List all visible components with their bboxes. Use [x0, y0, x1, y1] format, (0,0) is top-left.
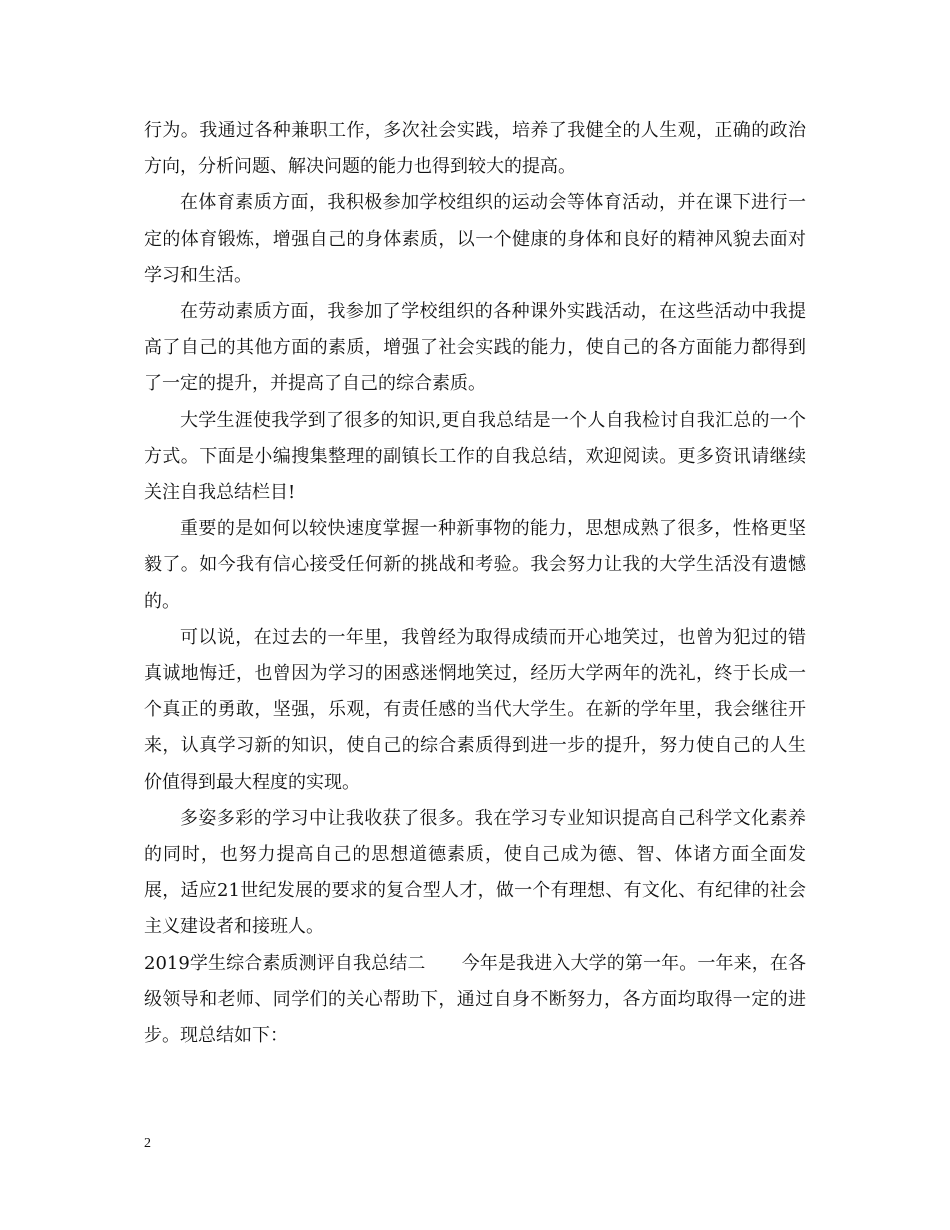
paragraph: 在劳动素质方面，我参加了学校组织的各种课外实践活动，在这些活动中我提高了自己的其他方面的素质，增强了社会实践的能力，使自己的各方面能力都得到了一定的提升，并提高了自己的综合素质。: [144, 301, 806, 395]
paragraph: 行为。我通过各种兼职工作，多次社会实践，培养了我健全的人生观，正确的政治方向，分析问题、解决问题的能力也得到较大的提高。: [144, 120, 806, 178]
paragraph: 可以说，在过去的一年里，我曾经为取得成绩而开心地笑过，也曾为犯过的错真诚地悔迁，也曾因为学习的困惑迷惘地笑过，经历大学两年的洗礼，终于长成一个真正的勇敢，坚强，乐观，有责任感的当代大学生。在新的学年里，我会继往开来，认真学习新的知识，使自己的综合素质得到进一步的提升，努力使自己的人生价值得到最大程度的实现。: [144, 626, 806, 793]
document-body: [144, 113, 806, 1054]
paragraph: 重要的是如何以较快速度掌握一种新事物的能力，思想成熟了很多，性格更坚毅了。如今我有信心接受任何新的挑战和考验。我会努力让我的大学生活没有遗憾的。: [144, 518, 806, 612]
paragraph: 大学生涯使我学到了很多的知识,更自我总结是一个人自我检讨自我汇总的一个方式。下面是小编搜集整理的副镇长工作的自我总结，欢迎阅读。更多资讯请继续关注自我总结栏目!: [144, 409, 806, 504]
paragraph: 在体育素质方面，我积极参加学校组织的运动会等体育活动，并在课下进行一定的体育锻炼，增强自己的身体素质，以一个健康的身体和良好的精神风貌去面对学习和生活。: [144, 192, 806, 286]
paragraph: 多姿多彩的学习中让我收获了很多。我在学习专业知识提高自己科学文化素养的同时，也努力提高自己的思想道德素质，使自己成为德、智、体诸方面全面发展，适应21世纪发展的要求的复合型人才，做一个有理想、有文化、有纪律的社会主义建设者和接班人。: [144, 807, 806, 938]
paragraph: 2019学生综合素质测评自我总结二 今年是我进入大学的第一年。一年来，在各级领导和老师、同学们的关心帮助下，通过自身不断努力，各方面均取得一定的进步。现总结如下：: [144, 952, 806, 1047]
page-number: 2: [144, 1136, 151, 1151]
